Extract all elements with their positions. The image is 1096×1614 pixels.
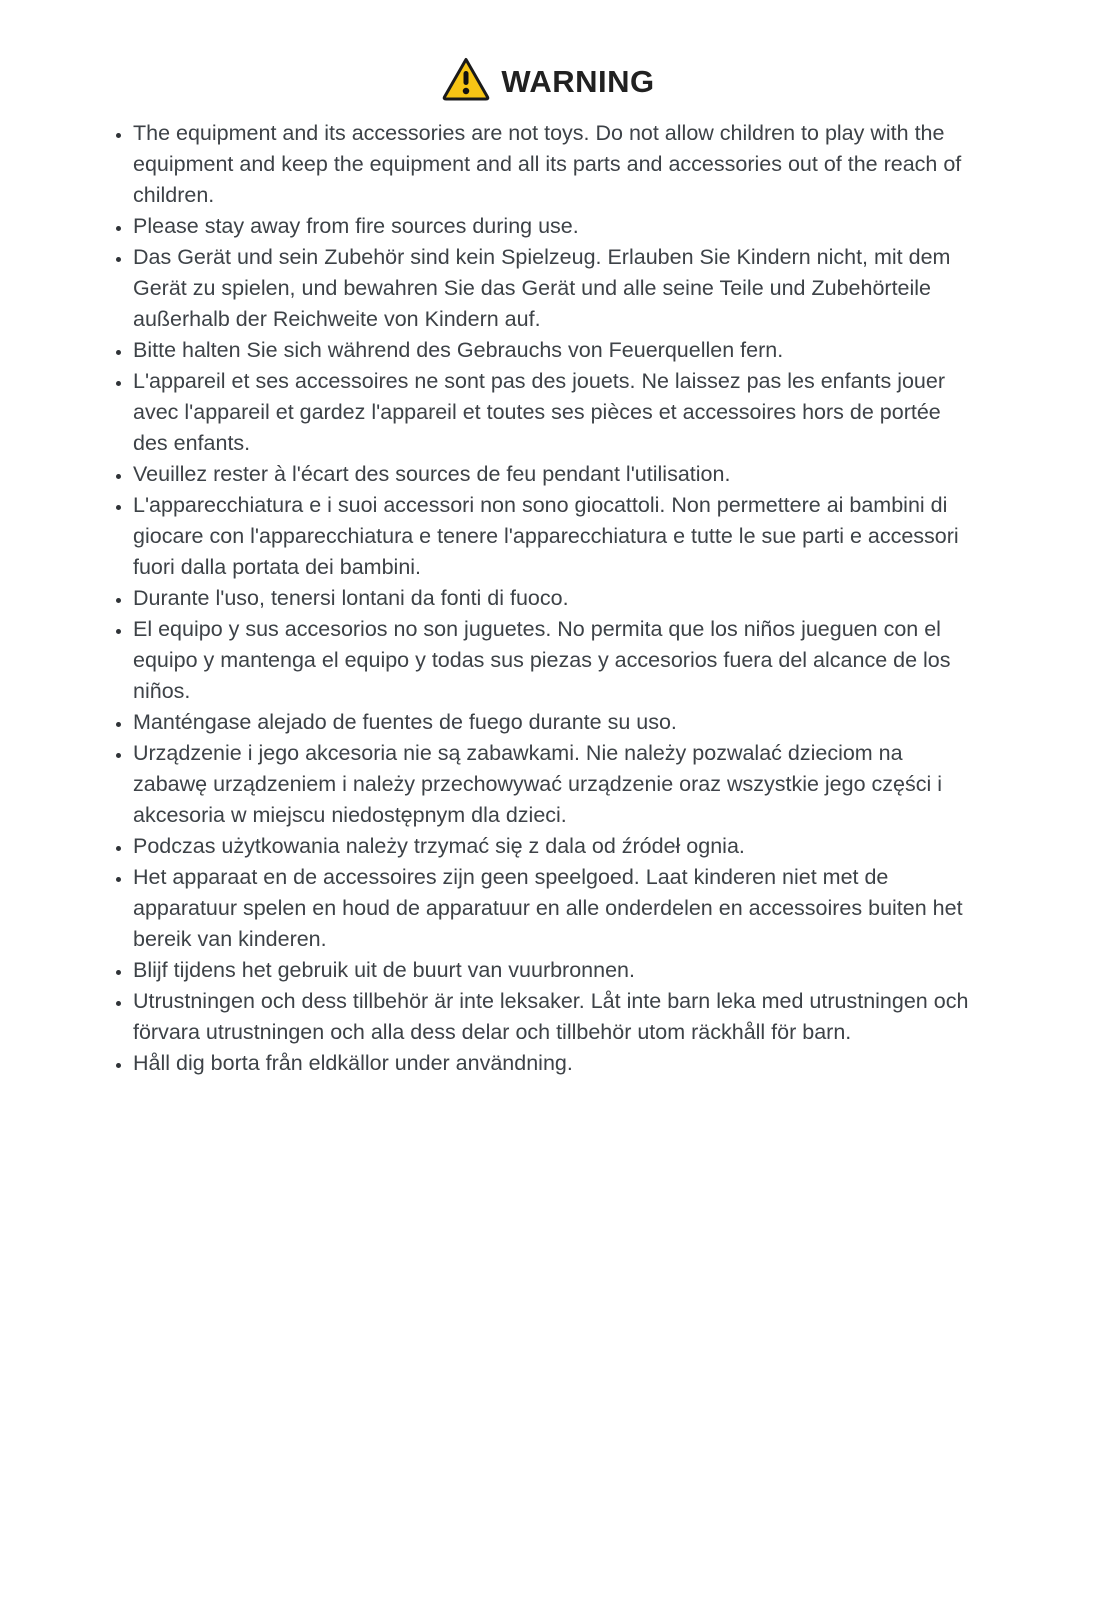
warning-item-2: • Please stay away from fire sources during use. xyxy=(133,211,972,242)
warning-list xyxy=(0,118,1096,1079)
warning-item-11: • Urządzenie i jego akcesoria nie są zabawkami. Nie należy pozwalać dzieciom na zabawę urządzeniem i należy przechowywać urządzenie oraz wszystkie jego części i akcesoria w miejscu niedostępnym dla dzieci. xyxy=(133,738,972,831)
warning-item-10: • Manténgase alejado de fuentes de fuego durante su uso. xyxy=(133,707,972,738)
warning-title: WARNING xyxy=(501,63,655,99)
warning-item-3: • Das Gerät und sein Zubehör sind kein Spielzeug. Erlauben Sie Kindern nicht, mit dem Gerät zu spielen, und bewahren Sie das Gerät und alle seine Teile und Zubehörteile außerhalb der Reichweite von Kindern auf. xyxy=(133,242,972,335)
warning-item-9: • El equipo y sus accesorios no son juguetes. No permita que los niños jueguen con el equipo y mantenga el equipo y todas sus piezas y accesorios fuera del alcance de los niños. xyxy=(133,614,972,707)
warning-item-7: • L'apparecchiatura e i suoi accessori non sono giocattoli. Non permettere ai bambini di giocare con l'apparecchiatura e tenere l'apparecchiatura e tutte le sue parti e accessori fuori dalla portata dei bambini. xyxy=(133,490,972,583)
warning-item-1: • The equipment and its accessories are not toys. Do not allow children to play with the equipment and keep the equipment and all its parts and accessories out of the reach of children. xyxy=(133,118,972,211)
warning-item-13: • Het apparaat en de accessoires zijn geen speelgoed. Laat kinderen niet met de apparatuur spelen en houd de apparatuur en alle onderdelen en accessoires buiten het bereik van kinderen. xyxy=(133,862,972,955)
warning-item-14: • Blijf tijdens het gebruik uit de buurt van vuurbronnen. xyxy=(133,955,972,986)
warning-item-16: • Håll dig borta från eldkällor under användning. xyxy=(133,1048,972,1079)
warning-header xyxy=(0,0,1096,108)
warning-item-5: • L'appareil et ses accessoires ne sont pas des jouets. Ne laissez pas les enfants jouer avec l'appareil et gardez l'appareil et toutes ses pièces et accessoires hors de portée des enfants. xyxy=(133,366,972,459)
warning-item-12: • Podczas użytkowania należy trzymać się z dala od źródeł ognia. xyxy=(133,831,972,862)
warning-item-8: • Durante l'uso, tenersi lontani da fonti di fuoco. xyxy=(133,583,972,614)
warning-item-4: • Bitte halten Sie sich während des Gebrauchs von Feuerquellen fern. xyxy=(133,335,972,366)
warning-item-6: • Veuillez rester à l'écart des sources de feu pendant l'utilisation. xyxy=(133,459,972,490)
warning-triangle-icon xyxy=(441,56,491,102)
warning-item-15: • Utrustningen och dess tillbehör är inte leksaker. Låt inte barn leka med utrustningen och förvara utrustningen och alla dess delar och tillbehör utom räckhåll för barn. xyxy=(133,986,972,1048)
